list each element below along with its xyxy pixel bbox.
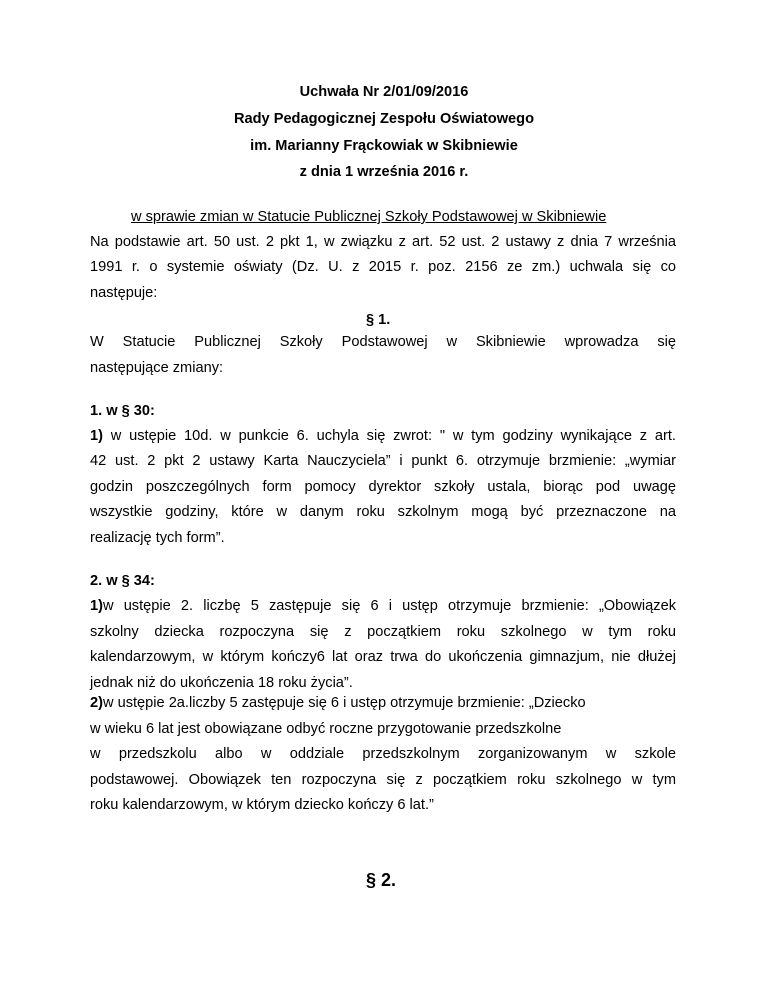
art-30-point-1-line-1: 1) w ustępie 10d. w punkcie 6. uchyla się zwrot: " w tym godziny wynikające z art.	[90, 428, 676, 444]
art-34-point-2-line-2: w wieku 6 lat jest obowiązane odbyć roczne przygotowanie przedszkolne	[90, 721, 562, 737]
art-34-point-2-line-1: 2)w ustępie 2a.liczby 5 zastępuje się 6 i ustęp otrzymuje brzmienie: „Dziecko	[90, 695, 586, 711]
art-34-point-2-line-5: roku kalendarzowym, w którym dziecko kończy 6 lat.”	[90, 797, 434, 813]
art-34-point-2-line-4: podstawowej. Obowiązek ten rozpoczyna się z początkiem roku szkolnego w tym	[90, 772, 676, 788]
art-30-point-1-line-3: godzin poszczególnych form pomocy dyrektor szkoły ustala, biorąc pod uwagę	[90, 479, 676, 495]
art-30-point-1-line-5: realizację tych form”.	[90, 530, 225, 546]
school-name: im. Marianny Frąckowiak w Skibniewie	[250, 138, 518, 154]
council-name: Rady Pedagogicznej Zespołu Oświatowego	[233, 111, 535, 127]
art-34-point-1-line-4: jednak niż do ukończenia 18 roku życia”.	[90, 675, 353, 691]
section-1-heading: § 1.	[366, 312, 391, 328]
art-34-point-1-line-3: kalendarzowym, w którym kończy6 lat oraz trwa do ukończenia gimnazjum, nie dłużej	[90, 649, 676, 665]
resolution-number: Uchwała Nr 2/01/09/2016	[299, 84, 469, 100]
art-34-point-2-number: 2)	[90, 695, 103, 711]
art-30-heading: 1. w § 30:	[90, 403, 155, 419]
art-30-point-1-line-2: 42 ust. 2 pkt 2 ustawy Karta Nauczyciela” i punkt 6. otrzymuje brzmienie: „wymiar	[90, 453, 676, 469]
preamble-line-1: Na podstawie art. 50 ust. 2 pkt 1, w związku z art. 52 ust. 2 ustawy z dnia 7 września	[90, 234, 676, 250]
art-30-point-1-number: 1)	[90, 428, 103, 444]
art-34-point-1-line-2: szkolny dziecka rozpoczyna się z początkiem roku szkolnego w tym roku	[90, 624, 676, 640]
art-34-heading: 2. w § 34:	[90, 573, 155, 589]
section-2-heading: § 2.	[366, 870, 397, 890]
art-30-point-1-line-4: wszystkie godziny, które w danym roku szkolnym mogą być przeznaczone na	[90, 504, 676, 520]
preamble-line-3: następuje:	[90, 285, 158, 301]
section-1-line-2: następujące zmiany:	[90, 360, 224, 376]
art-34-point-1-number: 1)	[90, 598, 103, 614]
preamble-line-2: 1991 r. o systemie oświaty (Dz. U. z 2015 r. poz. 2156 ze zm.) uchwala się co	[90, 259, 676, 275]
section-1-line-1: W Statucie Publicznej Szkoły Podstawowej w Skibniewie wprowadza się	[90, 334, 676, 350]
resolution-date: z dnia 1 września 2016 r.	[299, 164, 469, 180]
art-34-point-2-line-3: w przedszkolu albo w oddziale przedszkolnym zorganizowanym w szkole	[90, 746, 676, 762]
art-34-point-1-line-1: 1)w ustępie 2. liczbę 5 zastępuje się 6 i ustęp otrzymuje brzmienie: „Obowiązek	[90, 598, 676, 614]
subject-line: w sprawie zmian w Statucie Publicznej Szkoły Podstawowej w Skibniewie	[131, 209, 607, 225]
